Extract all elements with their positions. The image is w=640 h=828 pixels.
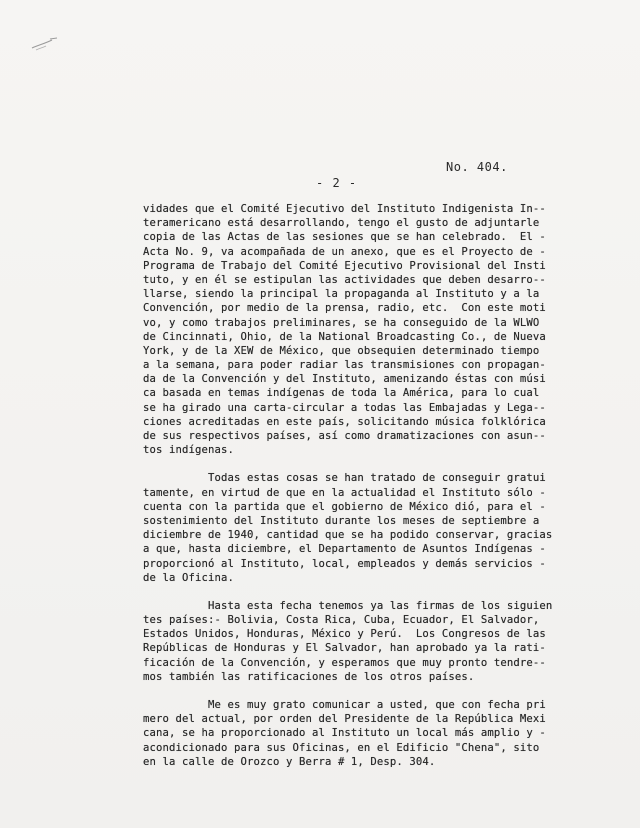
text-line: tes países:- Bolivia, Costa Rica, Cuba, Ecuador, El Salvador, <box>143 614 540 627</box>
text-line: Acta No. 9, va acompañada de un anexo, que es el Proyecto de - <box>143 245 546 258</box>
text-line: Hasta esta fecha tenemos ya las firmas de los siguien <box>143 599 553 612</box>
text-line: copia de las Actas de las sesiones que se han celebrado. El - <box>143 231 546 244</box>
text-line: tuto, y en él se estipulan las actividades que deben desarro-- <box>143 273 546 286</box>
text-line: ca basada en temas indígenas de toda la América, para lo cual <box>143 387 540 400</box>
text-line: Repúblicas de Honduras y El Salvador, han aprobado ya la rati- <box>143 642 546 655</box>
text-line: sostenimiento del Instituto durante los meses de septiembre a <box>143 514 540 527</box>
text-line: tos indígenas. <box>143 444 234 457</box>
text-line: da de la Convención y del Instituto, amenizando éstas con músi <box>143 373 546 386</box>
pencil-mark-icon <box>30 36 60 52</box>
text-line: vo, y como trabajos preliminares, se ha conseguido de la WLWO <box>143 316 540 329</box>
text-line: vidades que el Comité Ejecutivo del Instituto Indigenista In-- <box>143 203 546 215</box>
text-line: Convención, por medio de la prensa, radio, etc. Con este moti <box>143 302 546 315</box>
text-line: mero del actual, por orden del Presidente de la República Mexi <box>143 713 546 726</box>
text-line: York, y de la XEW de México, que obsequien determinado tiempo <box>143 344 540 357</box>
text-line: Todas estas cosas se han tratado de conseguir gratui <box>143 472 546 485</box>
page-number: - 2 - <box>316 176 358 190</box>
text-line: tamente, en virtud de que en la actualidad el Instituto sólo - <box>143 486 546 499</box>
paragraph-gap <box>143 684 613 698</box>
text-line: Me es muy grato comunicar a usted, que con fecha pri <box>143 699 546 711</box>
text-line: ficación de la Convención, y esperamos que muy pronto tendre-- <box>143 656 546 669</box>
text-line: de la Oficina. <box>143 571 234 584</box>
text-line: se ha girado una carta-circular a todas las Embajadas y Lega-- <box>143 401 546 414</box>
text-line: de Cincinnati, Ohio, de la National Broadcasting Co., de Nueva <box>143 330 546 343</box>
text-line: Programa de Trabajo del Comité Ejecutivo Provisional del Insti <box>143 259 546 272</box>
text-line: proporcionó al Instituto, local, empleados y demás servicios - <box>143 557 546 570</box>
text-line: acondicionado para sus Oficinas, en el Edificio "Chena", sito <box>143 741 540 754</box>
document-number: No. 404. <box>446 160 508 174</box>
text-line: teramericano está desarrollando, tengo el gusto de adjuntarle <box>143 217 540 230</box>
paragraph <box>143 471 613 585</box>
text-line: llarse, siendo la principal la propaganda al Instituto y a la <box>143 288 540 301</box>
text-line: a que, hasta diciembre, el Departamento de Asuntos Indígenas - <box>143 543 546 556</box>
text-line: diciembre de 1940, cantidad que se ha podido conservar, gracias <box>143 529 553 542</box>
text-line: mos también las ratificaciones de los otros países. <box>143 670 475 683</box>
text-line: cana, se ha proporcionado al Instituto un local más amplio y - <box>143 727 546 740</box>
text-line: cuenta con la partida que el gobierno de México dió, para el - <box>143 500 546 513</box>
paragraph-gap <box>143 457 613 471</box>
text-line: ciones acreditadas en este país, solicitando música folklórica <box>143 415 546 428</box>
letter-body <box>143 202 613 769</box>
paragraph <box>143 202 613 457</box>
paragraph <box>143 698 613 769</box>
paragraph <box>143 599 613 684</box>
paragraph-gap <box>143 585 613 599</box>
text-line: de sus respectivos países, así como dramatizaciones con asun-- <box>143 430 546 442</box>
text-line: Estados Unidos, Honduras, México y Perú. Los Congresos de las <box>143 628 546 641</box>
text-line: en la calle de Orozco y Berra # 1, Desp. 304. <box>143 755 436 768</box>
text-line: a la semana, para poder radiar las transmisiones con propagan- <box>143 359 546 372</box>
